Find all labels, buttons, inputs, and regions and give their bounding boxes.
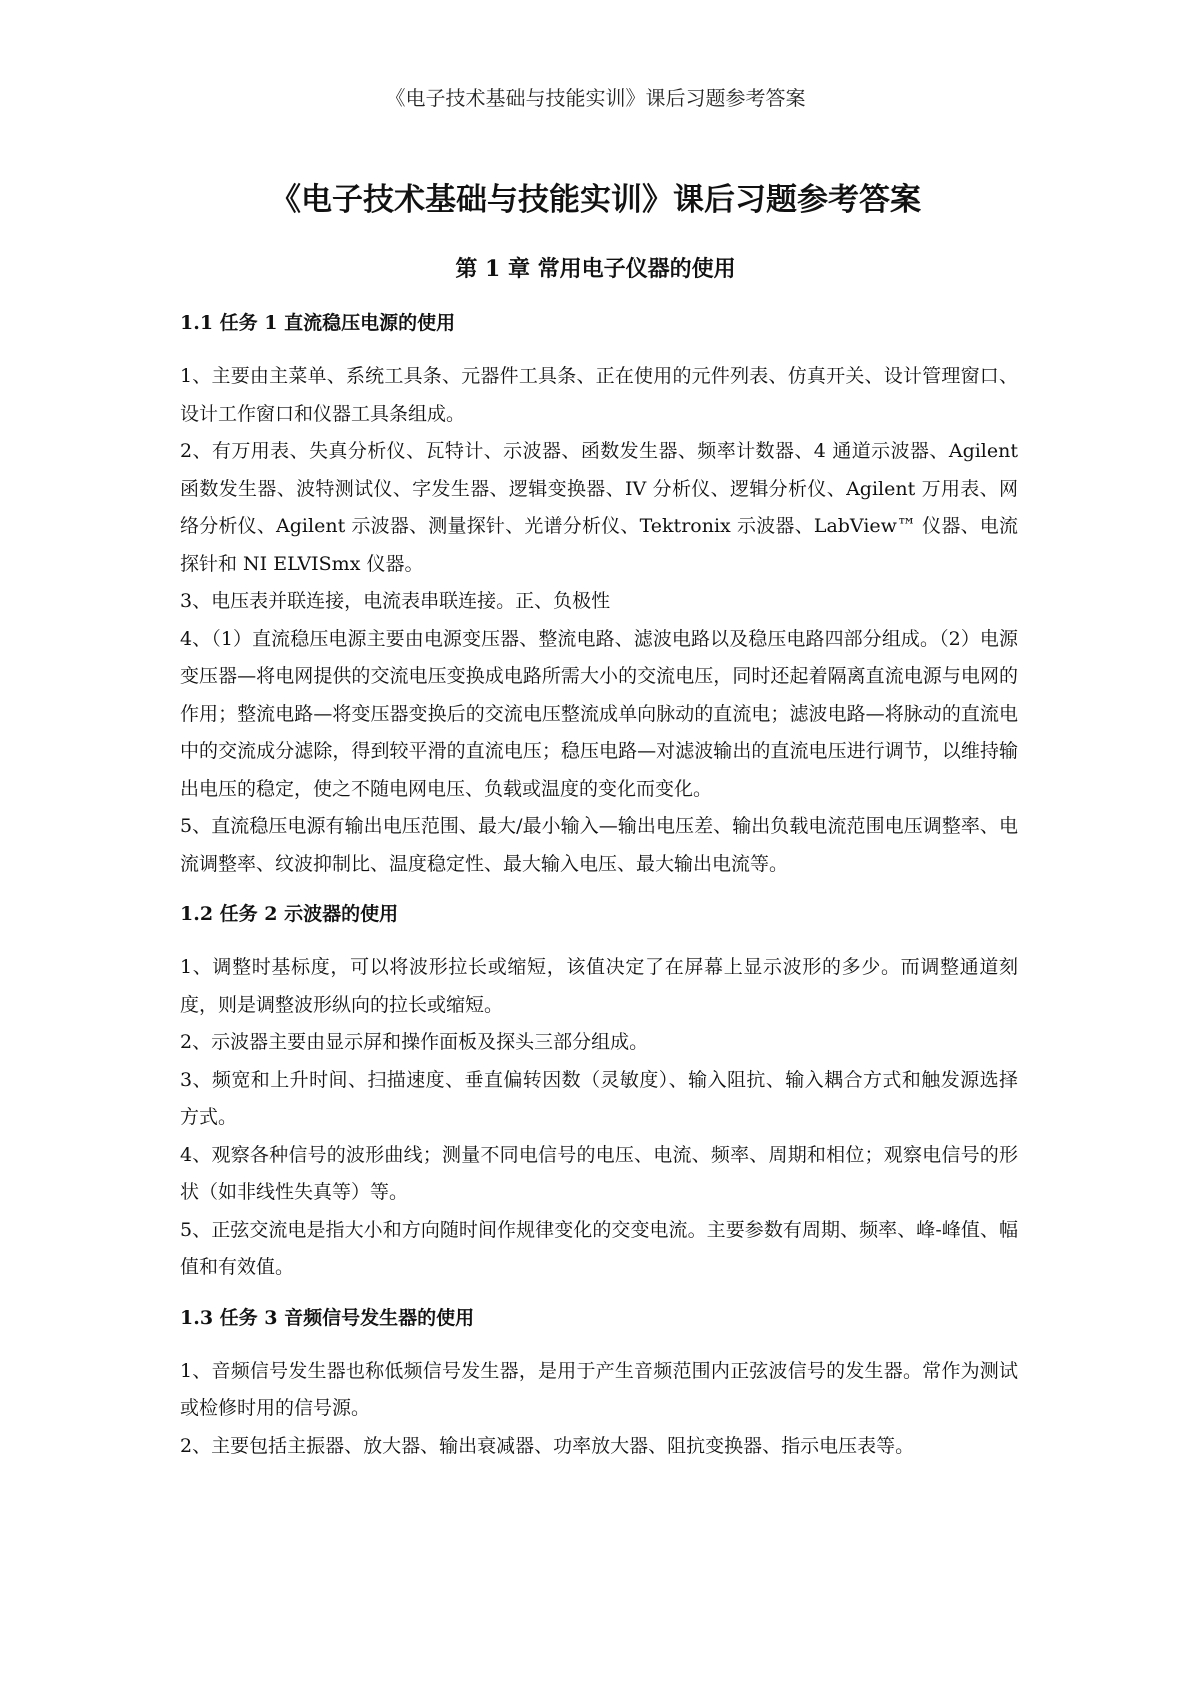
answer-paragraph: 3、电压表并联连接，电流表串联连接。正、负极性 [180, 590, 611, 612]
section-heading: 1.3 任务 3 音频信号发生器的使用 [180, 1306, 475, 1329]
answer-paragraph: 4、（1）直流稳压电源主要由电源变压器、整流电路、滤波电路以及稳压电路四部分组成。（2）电源变压器—将电网提供的交流电压变换成电路所需大小的交流电压，同时还起着隔离直流电源与电网的作用；整流电路—将变压器变换后的交流电压整流成单向脉动的直流电；滤波电路—将脉动的直流电中的交流成分滤除，得到较平滑的直流电压；稳压电路—对滤波输出的直流电压进行调节，以维持输出电压的稳定，使之不随电网电压、负载或温度的变化而变化。 [180, 627, 1018, 800]
answer-paragraph: 1、音频信号发生器也称低频信号发生器，是用于产生音频范围内正弦波信号的发生器。常作为测试或检修时用的信号源。 [180, 1359, 1018, 1419]
section-1-1 [180, 308, 1018, 883]
document-body [180, 308, 1018, 1465]
answer-paragraph: 1、主要由主菜单、系统工具条、元器件工具条、正在使用的元件列表、仿真开关、设计管理窗口、设计工作窗口和仪器工具条组成。 [180, 365, 1018, 425]
answer-paragraph: 1、调整时基标度，可以将波形拉长或缩短，该值决定了在屏幕上显示波形的多少。而调整通道刻度，则是调整波形纵向的拉长或缩短。 [180, 956, 1018, 1016]
answer-paragraph: 5、直流稳压电源有输出电压范围、最大/最小输入—输出电压差、输出负载电流范围电压调整率、电流调整率、纹波抑制比、温度稳定性、最大输入电压、最大输出电流等。 [180, 815, 1018, 875]
answer-paragraph: 2、主要包括主振器、放大器、输出衰减器、功率放大器、阻抗变换器、指示电压表等。 [180, 1434, 915, 1457]
answer-paragraph: 3、频宽和上升时间、扫描速度、垂直偏转因数（灵敏度）、输入阻抗、输入耦合方式和触发源选择方式。 [180, 1068, 1018, 1128]
section-1-2 [180, 899, 1018, 1287]
section-heading: 1.1 任务 1 直流稳压电源的使用 [180, 312, 456, 334]
answer-paragraph: 2、有万用表、失真分析仪、瓦特计、示波器、函数发生器、频率计数器、4 通道示波器、Agilent 函数发生器、波特测试仪、字发生器、逻辑变换器、IV 分析仪、逻辑分析仪、Agilent 万用表、网络分析仪、Agilent 示波器、测量探针、光谱分析仪、Tektronix 示波器、LabView™ 仪器、电流探针和 NI ELVISmx 仪器。 [180, 440, 1018, 575]
running-header: 《电子技术基础与技能实训》课后习题参考答案 [385, 86, 806, 110]
section-1-3 [180, 1303, 1018, 1466]
chapter-title: 第 1 章 常用电子仪器的使用 [455, 256, 736, 282]
answer-paragraph: 2、示波器主要由显示屏和操作面板及探头三部分组成。 [180, 1031, 649, 1053]
answer-paragraph: 5、正弦交流电是指大小和方向随时间作规律变化的交变电流。主要参数有周期、频率、峰-峰值、幅值和有效值。 [180, 1218, 1018, 1278]
answer-paragraph: 4、观察各种信号的波形曲线；测量不同电信号的电压、电流、频率、周期和相位；观察电信号的形状（如非线性失真等）等。 [180, 1143, 1018, 1203]
section-heading: 1.2 任务 2 示波器的使用 [180, 903, 399, 925]
document-title: 《电子技术基础与技能实训》课后习题参考答案 [270, 182, 921, 218]
